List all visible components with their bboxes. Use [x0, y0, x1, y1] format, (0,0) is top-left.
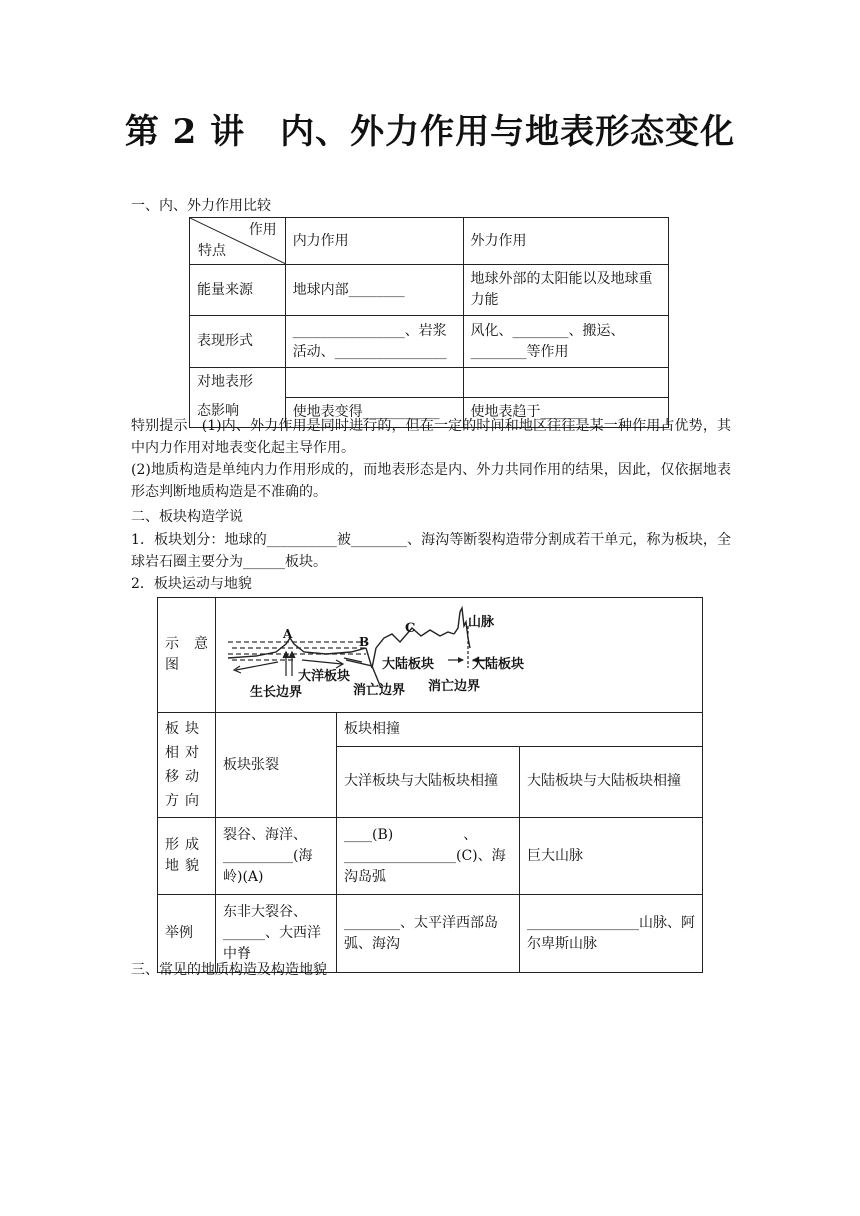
col-header-external: 外力作用 — [463, 218, 668, 265]
row-label-impact-1: 对地表形 — [190, 368, 286, 398]
landform-rift: 裂谷、海洋、__________(海岭)(A) — [216, 818, 337, 895]
impact-external-top — [463, 368, 668, 398]
landform-continent-continent: 巨大山脉 — [520, 818, 703, 895]
label-b: B — [359, 635, 370, 649]
collision-cell: 板块相撞 — [337, 713, 703, 747]
example-rift: 东非大裂谷、______、大西洋中脊 — [216, 895, 337, 973]
plate-division-text: 1．板块划分：地球的__________被________、海沟等断裂构造带分割成若干单元，称为板块，全球岩石圈主要分为______板块。 — [131, 532, 731, 570]
diagram-label: 示 意 图 — [165, 636, 208, 673]
col-header-internal: 内力作用 — [285, 218, 463, 265]
ocean-continent-collision: 大洋板块与大陆板块相撞 — [337, 746, 520, 818]
section3-heading: 三、常见的地质构造及构造地貌 — [131, 962, 327, 978]
landform-label: 形成地貌 — [158, 818, 216, 895]
sea-waves — [228, 642, 366, 660]
force-comparison-table — [189, 217, 669, 428]
energy-internal: 地球内部________ — [285, 265, 463, 316]
form-external: 风化、________、搬运、________等作用 — [463, 316, 668, 368]
row-label-form: 表现形式 — [190, 316, 286, 368]
example-label: 举例 — [158, 895, 216, 973]
label-subduction-boundary-1: 消亡边界 — [353, 683, 406, 698]
form-internal: ________________、岩浆活动、________________ — [285, 316, 463, 368]
example-continent-continent: ________________山脉、阿尔卑斯山脉 — [520, 895, 703, 973]
plate-diagram — [216, 598, 702, 712]
corner-bottom-label: 特点 — [198, 243, 226, 259]
label-growth-boundary: 生长边界 — [250, 685, 303, 700]
impact-internal: 使地表变得___________ — [285, 397, 463, 427]
row-label-impact-2: 态影响 — [190, 397, 286, 427]
energy-external: 地球外部的太阳能以及地球重力能 — [463, 265, 668, 316]
label-c: C — [405, 621, 416, 636]
tip-1: 特别提示 (1)内、外力作用是同时进行的，但在一定的时间和地区往往是某一种作用占优势，其中内力作用对地表变化起主导作用。 — [131, 418, 731, 456]
impact-internal-top — [285, 368, 463, 398]
tip-2: (2)地质构造是单纯内力作用形成的，而地表形态是内、外力共同作用的结果，因此，仅依据地表形态判断地质构造是不准确的。 — [131, 462, 731, 500]
rift-cell: 板块张裂 — [216, 713, 337, 818]
row-label-energy: 能量来源 — [190, 265, 286, 316]
diagram-cell — [216, 598, 703, 713]
page-title: 第 2 讲 内、外力作用与地表形态变化 — [124, 112, 736, 152]
section2-heading: 二、板块构造学说 — [131, 509, 243, 525]
landform-ocean-continent: ____(B) 、________________(C)、海沟岛弧 — [337, 818, 520, 895]
corner-header-cell — [190, 218, 286, 265]
example-ocean-continent: ________、太平洋西部岛弧、海沟 — [337, 895, 520, 973]
label-continental-plate-1: 大陆板块 — [382, 657, 435, 672]
label-mountain: 山脉 — [468, 615, 495, 630]
label-continental-plate-2: 大陆板块 — [472, 657, 525, 672]
label-subduction-boundary-2: 消亡边界 — [428, 679, 481, 694]
plate-motion-table — [157, 597, 703, 973]
impact-external: 使地表趋于______ — [463, 397, 668, 427]
diagram-label-cell — [158, 598, 216, 713]
direction-label: 板块相对移动方向 — [158, 713, 216, 818]
label-oceanic-plate: 大洋板块 — [298, 669, 351, 684]
corner-top-label: 作用 — [248, 222, 277, 238]
section1-heading: 一、内、外力作用比较 — [131, 198, 271, 214]
continent-continent-collision: 大陆板块与大陆板块相撞 — [520, 746, 703, 818]
label-a: A — [283, 627, 293, 641]
plate-motion-heading: 2．板块运动与地貌 — [131, 576, 252, 592]
magma-arrows — [283, 652, 295, 676]
